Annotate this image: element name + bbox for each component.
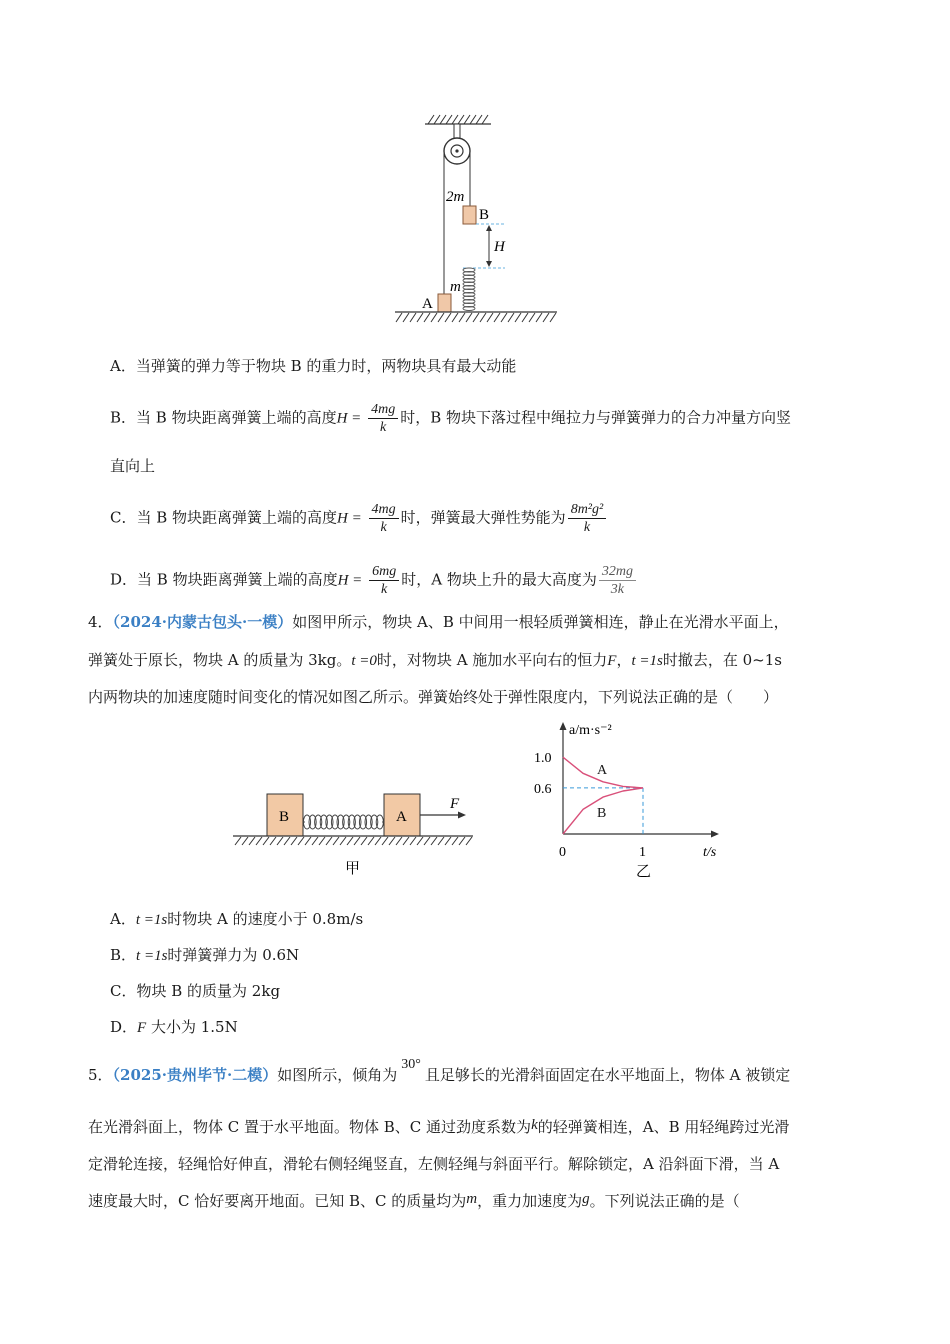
ground-hatch	[361, 837, 367, 845]
q3-option-b: B．当 B 物块距离弹簧上端的高度H = $\frac{4mg}{k}$ 时，B 物块下落过程中绳拉力与弹簧弹力的合力冲量方向竖	[110, 402, 792, 435]
q5-line-1: 5．（2025·贵州毕节·二模）如图所示，倾角为30°且足够长的光滑斜面固定在水平地面上，物体 A 被锁定	[88, 1057, 791, 1084]
chart-caption: 乙	[636, 864, 652, 880]
label-m: m	[450, 279, 461, 295]
ground-hatch	[326, 837, 332, 845]
jia-caption: 甲	[345, 861, 361, 877]
source-tag: （2025·贵州毕节·二模）	[112, 1066, 278, 1084]
q4-line-1: 4．（2024·内蒙古包头·一模）如图甲所示，物块 A、B 中间用一根轻质弹簧相连，静止在光滑水平面上，	[88, 613, 789, 631]
fraction: $\frac{4mg}{k}$	[368, 401, 398, 436]
fraction: $\frac{\text{8m²g²}}{k}$	[568, 501, 607, 536]
ground-hatch	[235, 837, 241, 845]
q5-line-2: 在光滑斜面上，物体 C 置于水平地面。物体 B、C 通过劲度系数为k的轻弹簧相连，A、B 用轻绳跨过光滑	[88, 1117, 790, 1136]
ground-hatch	[347, 837, 353, 845]
series-label-a: A	[597, 762, 608, 778]
ground-hatch	[291, 837, 297, 845]
ground-hatch	[445, 837, 451, 845]
ground-hatch	[375, 837, 381, 845]
ground-hatch	[319, 837, 325, 845]
ground-hatch	[466, 837, 472, 845]
q3-option-d: D．当 B 物块距离弹簧上端的高度H = $\frac{6mg}{k}$ 时，A 物块上升的最大高度为 $\frac{32mg}{3k}$	[110, 563, 638, 598]
figure-jia	[225, 760, 485, 920]
ground-hatch	[410, 837, 416, 845]
series-label-b: B	[597, 806, 607, 822]
ground-hatch	[396, 837, 402, 845]
x-axis-label: t/s	[703, 845, 717, 860]
y-axis-label: a/m·s⁻²	[569, 723, 612, 738]
q4-line-3: 内两物块的加速度随时间变化的情况如图乙所示。弹簧始终处于弹性限度内，下列说法正确的是（ ）	[88, 688, 779, 706]
q3-option-b-continued: 直向上	[110, 457, 156, 475]
ground-hatch	[312, 837, 318, 845]
x-tick-label: 1	[639, 845, 646, 860]
fraction: $\frac{4mg}{k}$	[369, 501, 399, 536]
ground-hatch	[417, 837, 423, 845]
ground-hatch	[424, 837, 430, 845]
label-b: B	[479, 207, 490, 223]
ground-hatch	[242, 837, 248, 845]
ground-hatch	[368, 837, 374, 845]
y-tick-label: 1.0	[534, 751, 552, 767]
ground-hatch	[256, 837, 262, 845]
ground-hatch	[263, 837, 269, 845]
q4-option-c: C．物块 B 的质量为 2kg	[110, 982, 281, 1000]
y-axis-arrow	[560, 722, 567, 730]
ground-hatch	[382, 837, 388, 845]
ground-hatch	[298, 837, 304, 845]
ground-hatch	[389, 837, 395, 845]
ground-hatch	[431, 837, 437, 845]
block-a	[438, 294, 451, 312]
q3-option-c: C．当 B 物块距离弹簧上端的高度H = $\frac{4mg}{k}$ 时，弹簧最大弹性势能为 $\frac{\text{8m²g²}}{k}$	[110, 501, 608, 536]
y-tick-label: 0.6	[534, 781, 552, 797]
label-a: A	[422, 296, 433, 312]
ground-hatch	[284, 837, 290, 845]
figure-yi-chart	[530, 720, 730, 880]
label-2m: 2m	[446, 189, 465, 205]
ground-hatch	[249, 837, 255, 845]
jia-label-a: A	[396, 809, 407, 825]
ground-hatch	[277, 837, 283, 845]
ground-hatch	[354, 837, 360, 845]
q3-option-a: A．当弹簧的弹力等于物块 B 的重力时，两物块具有最大动能	[110, 357, 517, 375]
x-tick-label: 0	[559, 845, 566, 860]
jia-label-b: B	[279, 809, 290, 825]
ground-hatch	[459, 837, 465, 845]
q4-option-d: D．F 大小为 1.5N	[110, 1018, 238, 1036]
ground-hatch	[333, 837, 339, 845]
fraction: $\frac{32mg}{3k}$	[599, 563, 636, 598]
jia-label-f: F	[450, 796, 460, 812]
x-axis-arrow	[711, 831, 719, 838]
label-h: H	[494, 239, 505, 255]
q5-line-4: 速度最大时，C 恰好要离开地面。已知 B、C 的质量均为m，重力加速度为g。下列说法正确的是（	[88, 1191, 740, 1210]
ground-hatch	[403, 837, 409, 845]
q4-option-a: A．t =1s时物块 A 的速度小于 0.8m/s	[110, 910, 364, 928]
ground-hatch	[340, 837, 346, 845]
ground-hatch	[305, 837, 311, 845]
ground-hatch	[452, 837, 458, 845]
pulley-spring-figure	[0, 0, 950, 340]
q4-option-b: B．t =1s时弹簧弹力为 0.6N	[110, 946, 300, 964]
source-tag: （2024·内蒙古包头·一模）	[112, 613, 293, 631]
q4-line-2: 弹簧处于原长，物块 A 的质量为 3kg。t =0时，对物块 A 施加水平向右的恒力F，t =1s时撤去，在 0~1s	[88, 651, 782, 669]
ground-hatch	[438, 837, 444, 845]
block-b	[463, 206, 476, 224]
ground-hatch	[270, 837, 276, 845]
q5-line-3: 定滑轮连接，轻绳恰好伸直，滑轮右侧轻绳竖直，左侧轻绳与斜面平行。解除锁定，A 沿斜面下滑，当 A	[88, 1155, 780, 1173]
fraction: $\frac{6mg}{k}$	[369, 563, 399, 598]
